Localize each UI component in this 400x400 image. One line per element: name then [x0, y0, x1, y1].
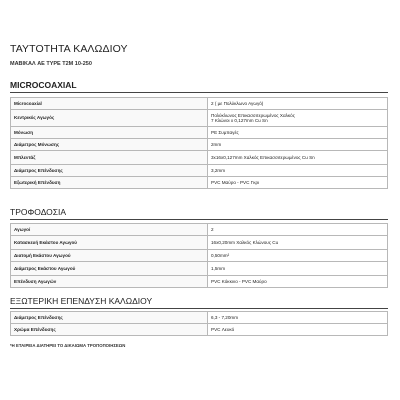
- spec-label: Διατομή Εκάστου Αγωγού: [11, 250, 208, 262]
- table-row: [11, 236, 388, 250]
- table-row: [11, 127, 388, 139]
- document-subtitle: ΜΑΒΙΚΑΛ AE TYPE T2M 10-250: [10, 61, 92, 67]
- spec-label: Διάμετρος Επένδυσης: [11, 165, 208, 177]
- section-divider: [10, 219, 388, 220]
- spec-value-line: 0,50mm²: [211, 252, 230, 258]
- spec-value-line: 1,5mm: [211, 265, 226, 271]
- spec-label: Μπλεντάζ: [11, 151, 208, 165]
- spec-label: Εξωτερική Επένδυση: [11, 177, 208, 189]
- spec-value-line: 2 ( με Πολύκλωνο Αγωγό): [211, 100, 264, 106]
- section-title-microcoaxial: MICROCOAXIAL: [10, 80, 77, 90]
- table-row: [11, 151, 388, 165]
- spec-label: Κατασκευή Εκάστου Αγωγού: [11, 236, 208, 250]
- spec-value-line: 2mm: [211, 141, 222, 147]
- spec-value-line: PVC Λευκό: [211, 326, 235, 332]
- spec-label: Μόνωση: [11, 127, 208, 139]
- outer-jacket-table: [10, 311, 388, 336]
- spec-value: [208, 139, 388, 151]
- table-row: [11, 312, 388, 324]
- spec-value-line: 3,2mm: [211, 167, 226, 173]
- spec-label: Κεντρικός Αγωγός: [11, 110, 208, 127]
- document-title: ΤΑΥΤΟΤΗΤΑ ΚΑΛΩΔΙΟΥ: [10, 43, 128, 55]
- spec-value: [208, 250, 388, 262]
- spec-value: [208, 262, 388, 276]
- spec-value-line: PE Συμπαγές: [211, 129, 239, 135]
- spec-label: Microcoaxial: [11, 98, 208, 110]
- section-divider: [10, 308, 388, 309]
- table-row: [11, 98, 388, 110]
- spec-value: [208, 236, 388, 250]
- table-row: [11, 224, 388, 236]
- spec-value: [208, 151, 388, 165]
- spec-value-line: 7 Κλώνοι x 0,127mm Cu Sn: [211, 118, 268, 123]
- table-row: [11, 324, 388, 336]
- spec-label: Διάμετρος Μόνωσης: [11, 139, 208, 151]
- spec-value-line: PVC Μαύρο - PVC Γκρι: [211, 179, 260, 185]
- spec-value: [208, 127, 388, 139]
- spec-value: [208, 324, 388, 336]
- spec-label: Χρώμα Επένδυσης: [11, 324, 208, 336]
- spec-value: [208, 276, 388, 288]
- spec-value: [208, 312, 388, 324]
- spec-value-line: PVC Κόκκινο - PVC Μαύρο: [211, 278, 267, 284]
- spec-value-line: 6,3 - 7,20mm: [211, 314, 239, 320]
- table-row: [11, 250, 388, 262]
- spec-value-line: Πολύκλωνος Επικασσιτερωμένος Χαλκός: [211, 112, 295, 118]
- table-row: [11, 262, 388, 276]
- microcoaxial-table: [10, 97, 388, 189]
- spec-value-line: 3x16x0,127mm Χαλκός Επικασσιτερωμένος Cu Sn: [211, 154, 315, 160]
- spec-value-line: 2: [211, 226, 214, 232]
- table-row: [11, 276, 388, 288]
- section-title-power: ΤΡΟΦΟΔΟΣΙΑ: [10, 207, 67, 217]
- footnote: *Η ΕΤΑΙΡΕΙΑ ΔΙΑΤΗΡΕΙ ΤΟ ΔΙΚΑΙΩΜΑ ΤΡΟΠΟΠΟΙΗΣΕΩΝ: [10, 343, 126, 348]
- spec-value: [208, 165, 388, 177]
- spec-label: Διάμετρος Επένδυσης: [11, 312, 208, 324]
- spec-value: [208, 177, 388, 189]
- spec-value: [208, 224, 388, 236]
- table-row: [11, 110, 388, 127]
- spec-value: [208, 98, 388, 110]
- spec-label: Διάμετρος Εκάστου Αγωγού: [11, 262, 208, 276]
- spec-value-line: 16x0,20mm Χαλκός Κλώνους Cu: [211, 239, 279, 245]
- table-row: [11, 139, 388, 151]
- spec-value: [208, 110, 388, 127]
- spec-label: Αγωγοί: [11, 224, 208, 236]
- section-title-outer-jacket: ΕΞΩΤΕΡΙΚΗ ΕΠΕΝΔΥΣΗ ΚΑΛΩΔΙΟΥ: [10, 296, 153, 306]
- section-divider: [10, 92, 388, 93]
- table-row: [11, 165, 388, 177]
- spec-label: Επένδυση Αγωγών: [11, 276, 208, 288]
- table-row: [11, 177, 388, 189]
- power-table: [10, 223, 388, 288]
